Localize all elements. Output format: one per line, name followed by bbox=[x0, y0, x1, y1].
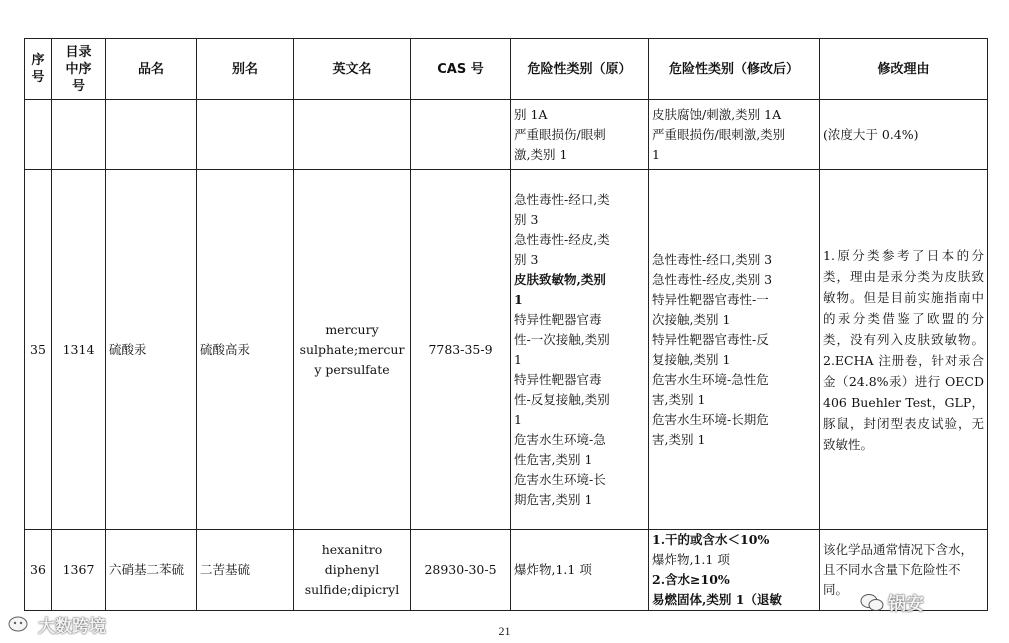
header-english-name: 英文名 bbox=[294, 39, 411, 100]
cas-36: 28930-30-5 bbox=[411, 530, 511, 611]
table-row-continuation bbox=[25, 100, 988, 170]
header-serial: 序 号 bbox=[25, 39, 52, 100]
name-36: 六硝基二苯硫 bbox=[106, 530, 197, 611]
cont-hazard-modified: 皮肤腐蚀/刺激,类别 1A 严重眼损伤/眼刺激,类别 1 bbox=[649, 100, 820, 170]
header-name: 品名 bbox=[106, 39, 197, 100]
hazard-original-35: 急性毒性-经口,类 别 3 急性毒性-经皮,类 别 3 皮肤致敏物,类别 1 特异性靶器官毒 性-一次接触,类别 1 特异性靶器官毒 性-反复接触,类别 1 危害水生环境-急 性危害,类别 1 危害水生环境-长 期危害,类别 1 bbox=[511, 170, 649, 530]
hazard-original-36: 爆炸物,1.1 项 bbox=[511, 530, 649, 611]
wechat-icon bbox=[860, 593, 884, 613]
serial-36: 36 bbox=[25, 530, 52, 611]
cont-reason: (浓度大于 0.4%) bbox=[820, 100, 988, 170]
header-hazard-original: 危险性类别（原） bbox=[511, 39, 649, 100]
cont-hazard-original: 别 1A 严重眼损伤/眼刺 激,类别 1 bbox=[511, 100, 649, 170]
chat-bubble-icon bbox=[8, 615, 32, 635]
table-row-36 bbox=[25, 530, 988, 611]
name-35: 硫酸汞 bbox=[106, 170, 197, 530]
watermark-right bbox=[860, 590, 924, 616]
header-cas: CAS 号 bbox=[411, 39, 511, 100]
header-alias: 别名 bbox=[197, 39, 294, 100]
hazard-modified-35: 急性毒性-经口,类别 3 急性毒性-经皮,类别 3 特异性靶器官毒性-一 次接触,类别 1 特异性靶器官毒性-反 复接触,类别 1 危害水生环境-急性危 害,类别 1 危害水生环境-长期危 害,类别 1 bbox=[649, 170, 820, 530]
header-hazard-modified: 危险性类别（修改后） bbox=[649, 39, 820, 100]
header-catalog-no: 目录 中序 号 bbox=[52, 39, 106, 100]
header-row bbox=[25, 39, 988, 100]
skin-sensitizer-bold: 皮肤致敏物,类别 bbox=[514, 271, 606, 287]
table-row-35 bbox=[25, 170, 988, 530]
catalog-no-36: 1367 bbox=[52, 530, 106, 611]
page-number: 21 bbox=[498, 624, 511, 638]
reason-36: 该化学品通常情况下含水，且不同水含量下危险性不同。 bbox=[820, 530, 988, 611]
reason-35: 1.原分类参考了日本的分类，理由是汞分类为皮肤致敏物。但是目前实施指南中的汞分类借鉴了欧盟的分类，没有列入皮肤致敏物。2.ECHA 注册卷，针对汞合金（24.8%汞）进行 OECD 406 Buehler Test，GLP，豚鼠，封闭型表皮试验，无致敏性。 bbox=[820, 170, 988, 530]
catalog-no-35: 1314 bbox=[52, 170, 106, 530]
watermark-right-text: 锅安 bbox=[888, 594, 924, 615]
watermark-left bbox=[8, 612, 106, 637]
hazard-modified-36: 1.干的或含水＜10% 爆炸物,1.1 项 2.含水≥10% 易燃固体,类别 1（退敏 bbox=[649, 530, 820, 611]
serial-35: 35 bbox=[25, 170, 52, 530]
cas-35: 7783-35-9 bbox=[411, 170, 511, 530]
header-reason: 修改理由 bbox=[820, 39, 988, 100]
english-name-35: mercury sulphate;mercur y persulfate bbox=[294, 170, 411, 530]
hazard-reclassification-table bbox=[24, 38, 988, 611]
alias-35: 硫酸高汞 bbox=[197, 170, 294, 530]
watermark-left-text: 大数跨境 bbox=[38, 617, 106, 637]
alias-36: 二苦基硫 bbox=[197, 530, 294, 611]
english-name-36: hexanitro diphenyl sulfide;dipicryl bbox=[294, 530, 411, 611]
